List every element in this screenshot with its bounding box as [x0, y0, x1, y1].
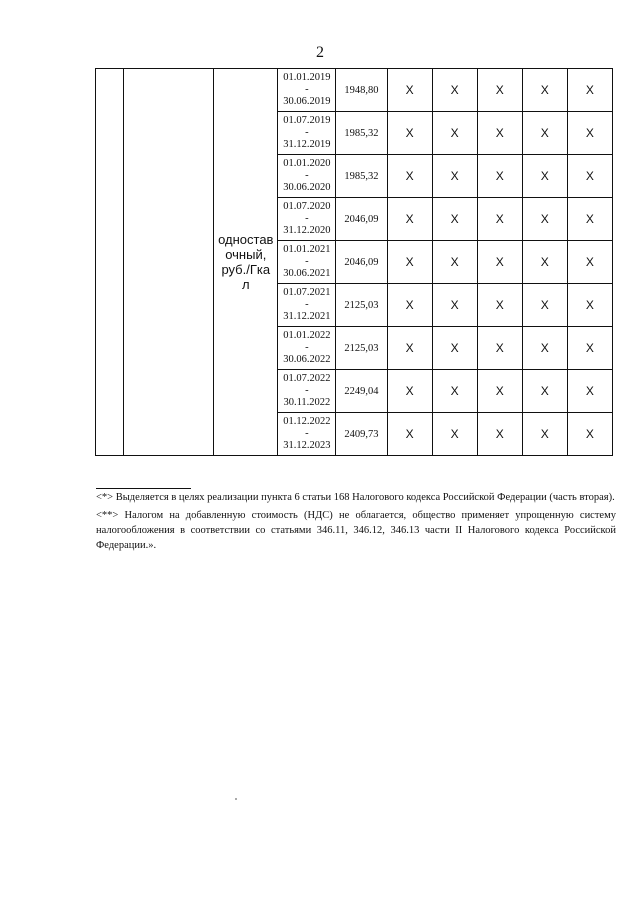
page-number: 2 [316, 44, 324, 61]
x-mark-cell: X [387, 69, 432, 112]
price-cell: 2046,09 [336, 241, 387, 284]
x-mark-cell: X [567, 155, 612, 198]
unit-label-line: одностав [218, 232, 274, 247]
x-mark-cell: X [477, 284, 522, 327]
x-mark-cell: X [387, 413, 432, 456]
x-mark-cell: X [522, 284, 567, 327]
price-cell: 2046,09 [336, 198, 387, 241]
x-mark-cell: X [567, 284, 612, 327]
price-cell: 2249,04 [336, 370, 387, 413]
period-dash: - [305, 385, 309, 396]
x-mark-cell: X [432, 112, 477, 155]
unit-label-line: очный, [225, 247, 267, 262]
period-start: 01.07.2021 [283, 287, 331, 298]
footnote-2: <**> Налогом на добавленную стоимость (НДС) не облагается, общество применяет упрощенную систему налогообложения в соответствии со статьями 346.11, 346.12, 346.13 части II Налогового кодекса Российской Федерации.». [96, 510, 616, 551]
x-mark-cell: X [387, 327, 432, 370]
x-mark-cell: X [477, 327, 522, 370]
x-mark-cell: X [567, 69, 612, 112]
period-cell [278, 284, 336, 327]
period-dash: - [305, 342, 309, 353]
period-cell [278, 327, 336, 370]
unit-cell [214, 69, 278, 456]
period-cell [278, 370, 336, 413]
period-start: 01.07.2020 [283, 201, 331, 212]
period-cell [278, 413, 336, 456]
period-end: 30.06.2020 [283, 182, 331, 193]
period-dash: - [305, 428, 309, 439]
period-dash: - [305, 127, 309, 138]
price-cell: 2125,03 [336, 327, 387, 370]
x-mark-cell: X [522, 69, 567, 112]
x-mark-cell: X [522, 370, 567, 413]
period-cell [278, 198, 336, 241]
period-start: 01.01.2021 [283, 244, 331, 255]
scan-speck [235, 798, 237, 800]
period-end: 31.12.2023 [283, 440, 331, 451]
period-start: 01.12.2022 [283, 416, 331, 427]
empty-cell-a [96, 69, 124, 456]
x-mark-cell: X [522, 155, 567, 198]
x-mark-cell: X [432, 69, 477, 112]
price-cell: 1948,80 [336, 69, 387, 112]
period-end: 31.12.2019 [283, 139, 331, 150]
x-mark-cell: X [567, 112, 612, 155]
x-mark-cell: X [522, 198, 567, 241]
x-mark-cell: X [432, 370, 477, 413]
x-mark-cell: X [477, 241, 522, 284]
x-mark-cell: X [477, 155, 522, 198]
table-row [96, 69, 613, 112]
x-mark-cell: X [567, 413, 612, 456]
period-end: 30.06.2022 [283, 354, 331, 365]
period-cell [278, 112, 336, 155]
x-mark-cell: X [477, 198, 522, 241]
period-end: 31.12.2020 [283, 225, 331, 236]
x-mark-cell: X [432, 327, 477, 370]
x-mark-cell: X [567, 370, 612, 413]
x-mark-cell: X [477, 69, 522, 112]
period-start: 01.01.2022 [283, 330, 331, 341]
x-mark-cell: X [522, 241, 567, 284]
period-dash: - [305, 84, 309, 95]
period-end: 30.06.2019 [283, 96, 331, 107]
x-mark-cell: X [477, 370, 522, 413]
period-start: 01.01.2019 [283, 72, 331, 83]
period-dash: - [305, 299, 309, 310]
x-mark-cell: X [387, 241, 432, 284]
footnotes [96, 490, 616, 556]
x-mark-cell: X [567, 198, 612, 241]
period-start: 01.07.2022 [283, 373, 331, 384]
x-mark-cell: X [522, 413, 567, 456]
period-start: 01.07.2019 [283, 115, 331, 126]
x-mark-cell: X [522, 112, 567, 155]
x-mark-cell: X [387, 155, 432, 198]
tariff-table [95, 68, 613, 456]
period-start: 01.01.2020 [283, 158, 331, 169]
x-mark-cell: X [387, 284, 432, 327]
empty-cell-b [124, 69, 214, 456]
unit-label-line: л [241, 277, 250, 292]
x-mark-cell: X [477, 112, 522, 155]
x-mark-cell: X [432, 198, 477, 241]
x-mark-cell: X [567, 241, 612, 284]
footnote-divider [96, 488, 191, 489]
footnote-1: <*> Выделяется в целях реализации пункта 6 статьи 168 Налогового кодекса Российской Федерации (часть вторая). [96, 492, 615, 503]
x-mark-cell: X [432, 413, 477, 456]
x-mark-cell: X [432, 284, 477, 327]
x-mark-cell: X [387, 112, 432, 155]
period-cell [278, 69, 336, 112]
period-dash: - [305, 213, 309, 224]
price-cell: 1985,32 [336, 112, 387, 155]
period-end: 30.06.2021 [283, 268, 331, 279]
x-mark-cell: X [432, 155, 477, 198]
period-cell [278, 241, 336, 284]
x-mark-cell: X [387, 198, 432, 241]
price-cell: 1985,32 [336, 155, 387, 198]
price-cell: 2125,03 [336, 284, 387, 327]
period-dash: - [305, 256, 309, 267]
period-end: 30.11.2022 [283, 397, 331, 408]
x-mark-cell: X [477, 413, 522, 456]
x-mark-cell: X [522, 327, 567, 370]
x-mark-cell: X [567, 327, 612, 370]
price-cell: 2409,73 [336, 413, 387, 456]
period-dash: - [305, 170, 309, 181]
period-end: 31.12.2021 [283, 311, 331, 322]
unit-label-line: руб./Гка [221, 262, 271, 277]
x-mark-cell: X [387, 370, 432, 413]
x-mark-cell: X [432, 241, 477, 284]
period-cell [278, 155, 336, 198]
